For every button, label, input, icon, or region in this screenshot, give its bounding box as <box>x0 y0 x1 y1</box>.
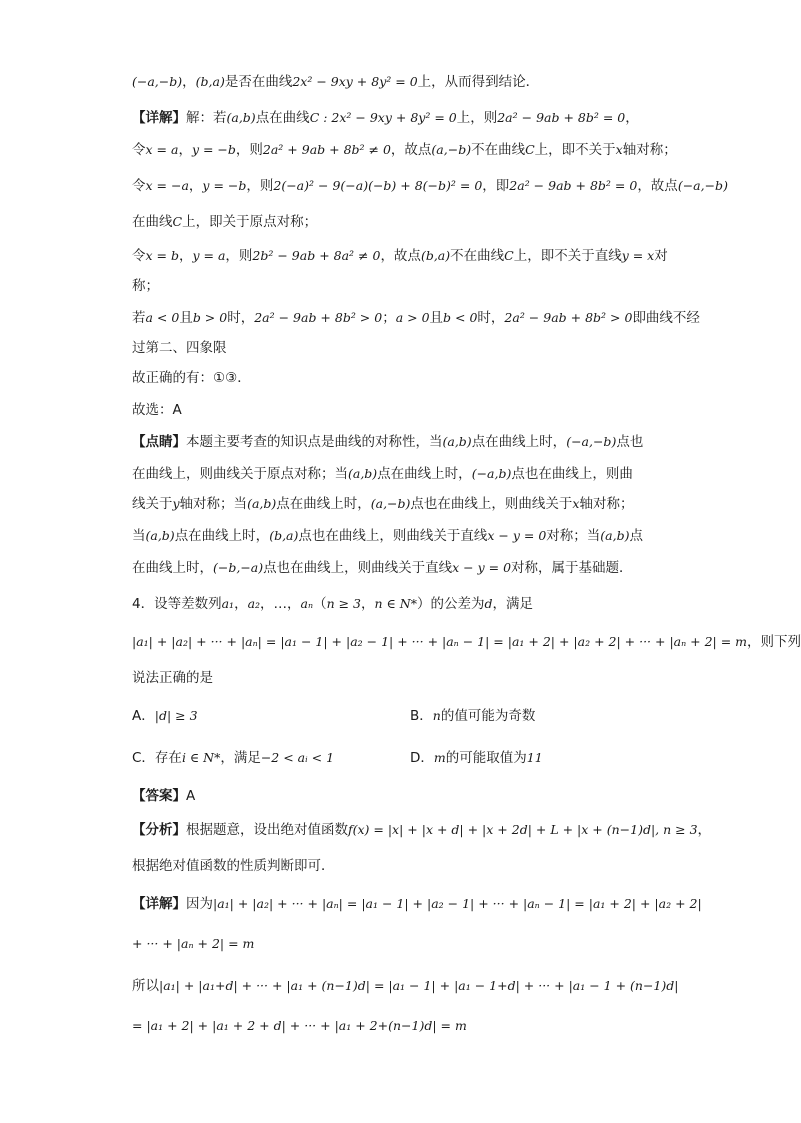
math-expression: |d| ≥ 3 <box>154 708 198 723</box>
math-expression: x = b <box>145 248 179 263</box>
math-expression: 2x² − 9xy + 8y² = 0 <box>292 74 418 89</box>
text-run: ，则 <box>235 142 263 158</box>
text-line-l13 <box>132 464 672 484</box>
math-expression: x <box>572 496 580 511</box>
math-expression: (−a,−b) <box>566 434 617 449</box>
text-run: 解：若 <box>186 110 227 126</box>
text-run: A <box>186 788 196 804</box>
text-run: 本题主要考查的知识点是曲线的对称性，当 <box>186 434 443 450</box>
math-expression: b < 0 <box>443 310 478 325</box>
text-line-l25 <box>132 976 679 996</box>
text-run: ， <box>361 596 375 612</box>
math-expression: aₙ <box>300 596 314 611</box>
text-run: ， <box>182 74 196 90</box>
text-run: 当 <box>132 528 146 544</box>
math-expression: (a,b) <box>247 496 277 511</box>
text-line-l14 <box>132 494 672 514</box>
text-run: ，满足 <box>492 596 533 612</box>
text-run: D． <box>410 750 434 766</box>
text-run: 轴对称；当 <box>179 496 248 512</box>
text-run: ，故点 <box>380 248 421 264</box>
text-run: ， <box>625 110 639 126</box>
section-tag: 【详解】 <box>132 110 186 126</box>
text-run: ）的公差为 <box>416 596 485 612</box>
text-run: ， <box>234 596 248 612</box>
text-run: B． <box>410 708 433 724</box>
text-run: 轴对称； <box>579 496 634 512</box>
math-expression: (a,b) <box>226 110 256 125</box>
text-line-l10 <box>132 368 672 388</box>
text-line-l22 <box>132 856 672 876</box>
text-run: 4．设等差数列 <box>132 596 222 612</box>
text-run: 令 <box>132 248 146 264</box>
text-run: 是否在曲线 <box>224 74 293 90</box>
text-line-l5 <box>132 212 672 232</box>
text-run: ，故点 <box>637 178 678 194</box>
math-expression: 2a² − 9ab + 8b² = 0 <box>497 110 626 125</box>
text-run: 点也在曲线上，则曲线关于 <box>410 496 573 512</box>
math-expression: C <box>525 142 535 157</box>
math-expression: d <box>484 596 493 611</box>
text-run: 点也在曲线上，则曲线关于直线 <box>263 560 453 576</box>
math-expression: 2a² − 9ab + 8b² > 0 <box>504 310 633 325</box>
math-expression: b > 0 <box>192 310 228 325</box>
math-expression: 2a² − 9ab + 8b² = 0 <box>509 178 638 193</box>
text-run: （ <box>313 596 327 612</box>
text-line-l18 <box>132 632 801 652</box>
text-line-l19 <box>132 668 672 688</box>
section-tag: 【答案】 <box>132 788 186 804</box>
text-run: 轴对称； <box>622 142 677 158</box>
math-expression: C : 2x² − 9xy + 8y² = 0 <box>309 110 457 125</box>
text-run: 上，则 <box>456 110 498 126</box>
text-run: 令 <box>132 178 146 194</box>
text-run: 若 <box>132 310 146 326</box>
text-run: 上，即不关于 <box>534 142 616 158</box>
math-expression: i ∈ N* <box>181 750 221 765</box>
math-expression: n ≥ 3 <box>326 596 361 611</box>
math-expression: (b,a) <box>420 248 451 263</box>
math-expression: y = x <box>621 248 655 263</box>
section-tag: 【分析】 <box>132 822 186 838</box>
text-run: 且 <box>429 310 444 326</box>
math-expression: = |a₁ + 2| + |a₁ + 2 + d| + ··· + |a₁ + 2+(n−1)d| = m <box>132 1018 467 1033</box>
answer-option-A <box>132 706 198 726</box>
text-run: 上，即关于原点对称； <box>182 214 318 230</box>
text-line-l15 <box>132 526 672 546</box>
math-expression: (−a,−b) <box>132 74 183 89</box>
text-run: 点在曲线上时， <box>174 528 270 544</box>
math-expression: |a₁| + |a₂| + ··· + |aₙ| = |a₁ − 1| + |a₂ − 1| + ··· + |aₙ − 1| = |a₁ + 2| + |a₂ + 2| + ··· + |aₙ + 2| = m <box>132 634 748 649</box>
math-expression: x − y = 0 <box>487 528 547 543</box>
text-run: ，则 <box>225 248 253 264</box>
math-expression: x − y = 0 <box>452 560 512 575</box>
math-expression: 2b² − 9ab + 8a² ≠ 0 <box>252 248 381 263</box>
math-expression: a < 0 <box>145 310 180 325</box>
math-expression: C <box>504 248 514 263</box>
text-line-l24 <box>132 934 672 954</box>
math-expression: m <box>433 750 446 765</box>
text-run: 时， <box>477 310 505 326</box>
text-run: 根据题意，设出绝对值函数 <box>186 822 348 838</box>
text-run: 在曲线上时， <box>132 560 213 576</box>
math-expression: y = −b <box>202 178 247 193</box>
text-run: 点也在曲线上，则曲 <box>511 466 633 482</box>
text-run: ， <box>178 142 192 158</box>
text-run: 对 <box>654 248 668 264</box>
text-run: 的值可能为奇数 <box>440 708 536 724</box>
text-run: ，故点 <box>390 142 432 158</box>
math-expression: (−a,b) <box>471 466 512 481</box>
text-run: 故选：A <box>132 402 182 418</box>
math-expression: |a₁| + |a₂| + ··· + |aₙ| = |a₁ − 1| + |a₂ − 1| + ··· + |aₙ − 1| = |a₁ + 2| + |a₂ + 2| <box>213 896 702 911</box>
text-run: 对称；当 <box>546 528 601 544</box>
text-run: ， <box>188 178 203 194</box>
text-run: 点在曲线上时， <box>377 466 472 482</box>
text-line-l6 <box>132 246 672 266</box>
section-tag: 【详解】 <box>132 896 186 912</box>
math-expression: (a,−b) <box>431 142 472 157</box>
answer-option-D <box>410 748 543 768</box>
text-run: ，则 <box>246 178 274 194</box>
answer-option-C <box>132 748 334 768</box>
math-expression: C <box>172 214 183 229</box>
math-expression: x = −a <box>145 178 189 193</box>
math-expression: a₁ <box>221 596 235 611</box>
text-run: 所以 <box>132 978 159 994</box>
math-expression: 2a² − 9ab + 8b² > 0 <box>254 310 383 325</box>
text-run: 过第二、四象限 <box>132 340 227 356</box>
math-expression: 11 <box>526 750 543 765</box>
text-line-l12 <box>132 432 672 452</box>
math-expression: −2 < aᵢ < 1 <box>260 750 335 765</box>
math-expression: y = −b <box>191 142 236 157</box>
text-run: ，…， <box>260 596 301 612</box>
text-run: ，满足 <box>220 750 261 766</box>
math-expression: (a,b) <box>145 528 175 543</box>
text-run: 对称，属于基础题． <box>511 560 633 576</box>
text-run: 线关于 <box>132 496 173 512</box>
math-expression: (a,b) <box>442 434 472 449</box>
text-line-l9 <box>132 338 672 358</box>
text-run: 故正确的有：①③． <box>132 370 251 386</box>
text-run: ，则下列 <box>747 634 801 650</box>
text-line-l21 <box>132 820 712 840</box>
text-run: 称； <box>132 278 159 294</box>
text-line-l26 <box>132 1016 672 1036</box>
text-run: 在曲线 <box>132 214 173 230</box>
math-expression: y <box>172 496 180 511</box>
text-run: 令 <box>132 142 146 158</box>
text-run: 点在曲线上时， <box>276 496 371 512</box>
math-expression: (a,−b) <box>370 496 411 511</box>
text-run: 的可能取值为 <box>445 750 527 766</box>
text-run: 不在曲线 <box>450 248 505 264</box>
text-run: 上，从而得到结论． <box>417 74 540 90</box>
math-expression: x = a <box>145 142 179 157</box>
math-expression: + ··· + |aₙ + 2| = m <box>132 936 255 951</box>
section-tag: 【点睛】 <box>132 434 186 450</box>
text-run: A． <box>132 708 155 724</box>
text-run: ； <box>382 310 396 326</box>
math-expression: 2(−a)² − 9(−a)(−b) + 8(−b)² = 0 <box>273 178 483 193</box>
text-line-l20 <box>132 786 672 806</box>
math-expression: y = a <box>192 248 226 263</box>
text-line-l1 <box>132 72 672 92</box>
math-expression: (−a,−b) <box>677 178 728 193</box>
text-run: 点在曲线 <box>255 110 310 126</box>
math-expression: (a,b) <box>348 466 378 481</box>
text-run: 根据绝对值函数的性质判断即可． <box>132 858 335 874</box>
math-expression: a > 0 <box>395 310 430 325</box>
text-line-l23 <box>132 894 702 914</box>
text-line-l8 <box>132 308 700 328</box>
text-line-l17 <box>132 594 672 614</box>
math-expression: (−b,−a) <box>213 560 264 575</box>
text-line-l7 <box>132 276 672 296</box>
answer-option-B <box>410 706 535 726</box>
math-expression: (b,a) <box>195 74 225 89</box>
text-run: ， <box>178 248 193 264</box>
text-run: 点 <box>629 528 643 544</box>
math-expression: x <box>615 142 623 157</box>
math-expression: (a,b) <box>600 528 630 543</box>
text-line-l16 <box>132 558 672 578</box>
math-expression: n ∈ N* <box>374 596 417 611</box>
text-run: 不在曲线 <box>471 142 526 158</box>
text-run: ， <box>697 822 712 838</box>
text-run: C．存在 <box>132 750 182 766</box>
text-line-l3 <box>132 140 677 160</box>
math-expression: a₂ <box>247 596 261 611</box>
text-line-l4 <box>132 176 728 196</box>
text-run: 点在曲线上时， <box>471 434 567 450</box>
text-line-l2 <box>132 108 672 128</box>
text-run: 在曲线上，则曲线关于原点对称；当 <box>132 466 348 482</box>
math-expression: (b,a) <box>269 528 299 543</box>
text-run: 上，即不关于直线 <box>513 248 622 264</box>
text-run: 即曲线不经 <box>632 310 700 326</box>
text-run: 且 <box>179 310 193 326</box>
math-expression: 2a² + 9ab + 8b² ≠ 0 <box>262 142 391 157</box>
text-run: 因为 <box>186 896 213 912</box>
math-expression: n <box>432 708 441 723</box>
text-run: ，即 <box>482 178 510 194</box>
math-expression: f(x) = |x| + |x + d| + |x + 2d| + L + |x + (n−1)d|, n ≥ 3 <box>348 822 698 837</box>
text-line-l11 <box>132 400 672 420</box>
text-run: 点也在曲线上，则曲线关于直线 <box>298 528 488 544</box>
text-run: 说法正确的是 <box>132 670 213 686</box>
text-run: 时， <box>227 310 255 326</box>
math-expression: |a₁| + |a₁+d| + ··· + |a₁ + (n−1)d| = |a₁ − 1| + |a₁ − 1+d| + ··· + |a₁ − 1 + (n−1)d| <box>159 978 679 993</box>
text-run: 点也 <box>616 434 644 450</box>
